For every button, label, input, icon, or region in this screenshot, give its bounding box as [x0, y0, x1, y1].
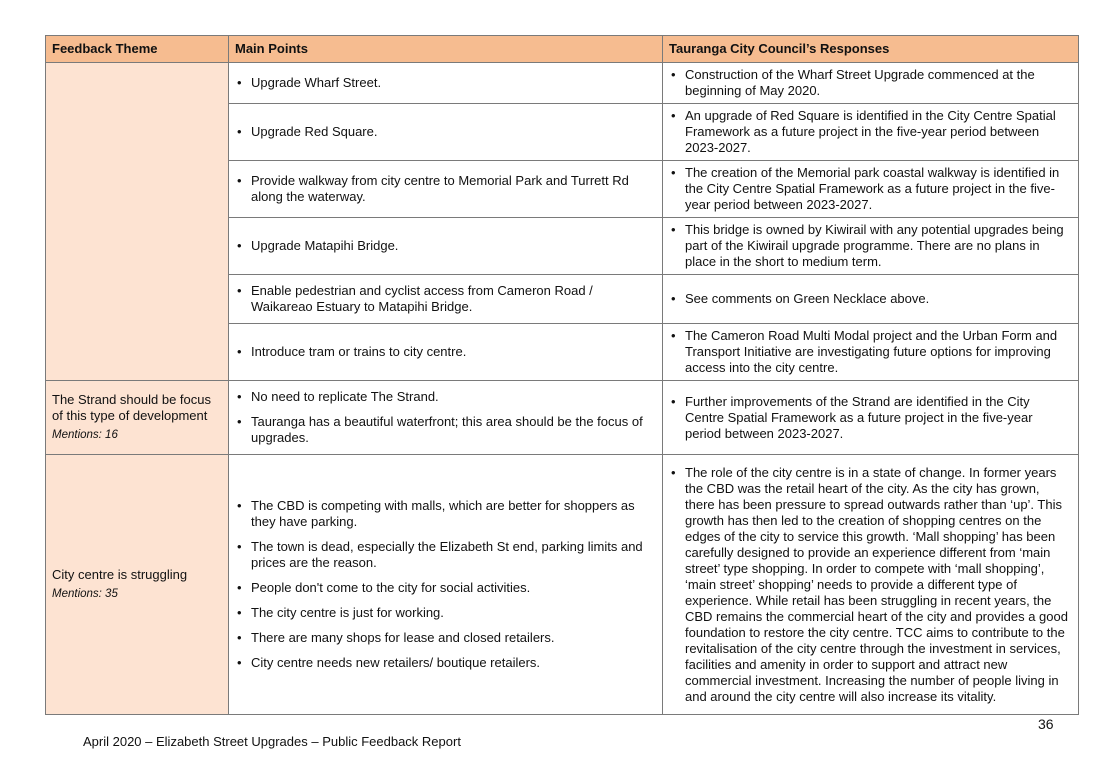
list-item: • Upgrade Red Square. [235, 124, 656, 140]
theme-cell [46, 381, 229, 455]
response-cell [663, 324, 1079, 381]
list-item: • People don't come to the city for social activities. [235, 580, 656, 596]
response-cell [663, 455, 1079, 715]
header-feedback-theme: Feedback Theme [46, 36, 229, 63]
response-cell [663, 218, 1079, 275]
list-item: • Upgrade Wharf Street. [235, 75, 656, 91]
response-cell [663, 275, 1079, 324]
list-item: • Tauranga has a beautiful waterfront; this area should be the focus of upgrades. [235, 414, 656, 446]
footer-text: April 2020 – Elizabeth Street Upgrades – Public Feedback Report [83, 734, 461, 749]
list-item: • The city centre is just for working. [235, 605, 656, 621]
list-item: • The town is dead, especially the Elizabeth St end, parking limits and prices are the reason. [235, 539, 656, 571]
table-row [46, 63, 1079, 104]
list-item: • Upgrade Matapihi Bridge. [235, 238, 656, 254]
list-item: • City centre needs new retailers/ boutique retailers. [235, 655, 656, 671]
list-item: • Provide walkway from city centre to Memorial Park and Turrett Rd along the waterway. [235, 173, 656, 205]
main-point-cell [229, 63, 663, 104]
feedback-table [45, 35, 1079, 715]
header-council-responses: Tauranga City Council’s Responses [663, 36, 1079, 63]
list-item: • Further improvements of the Strand are identified in the City Centre Spatial Framework as a future project in the five-year period between 2023-2027. [669, 394, 1072, 442]
main-point-cell [229, 218, 663, 275]
list-item: • This bridge is owned by Kiwirail with any potential upgrades being part of the Kiwirail upgrade programme. There are no plans in place in the short to medium term. [669, 222, 1072, 270]
header-row [46, 36, 1079, 63]
list-item: • See comments on Green Necklace above. [669, 291, 1072, 307]
mentions-count: Mentions: 16 [52, 429, 118, 441]
list-item: • Introduce tram or trains to city centre. [235, 344, 656, 360]
main-point-cell [229, 161, 663, 218]
list-item: • The CBD is competing with malls, which are better for shoppers as they have parking. [235, 498, 656, 530]
list-item: • The Cameron Road Multi Modal project and the Urban Form and Transport Initiative are investigating future options for improving access into the city centre. [669, 328, 1072, 376]
main-point-cell [229, 455, 663, 715]
list-item: • Construction of the Wharf Street Upgrade commenced at the beginning of May 2020. [669, 67, 1072, 99]
list-item: • There are many shops for lease and closed retailers. [235, 630, 656, 646]
mentions-count: Mentions: 35 [52, 588, 118, 600]
theme-cell-continued [46, 63, 229, 381]
header-main-points: Main Points [229, 36, 663, 63]
response-cell [663, 104, 1079, 161]
list-item: • No need to replicate The Strand. [235, 389, 656, 405]
theme-title: City centre is struggling [52, 567, 188, 582]
main-point-cell [229, 104, 663, 161]
table-row [46, 455, 1079, 715]
theme-title: The Strand should be focus of this type of development [52, 392, 211, 423]
main-point-cell [229, 275, 663, 324]
main-point-cell [229, 381, 663, 455]
page-number: 36 [1038, 716, 1054, 732]
response-cell [663, 63, 1079, 104]
table-row [46, 381, 1079, 455]
list-item: • Enable pedestrian and cyclist access from Cameron Road / Waikareao Estuary to Matapihi Bridge. [235, 283, 656, 315]
main-point-cell [229, 324, 663, 381]
list-item: • An upgrade of Red Square is identified in the City Centre Spatial Framework as a future project in the five-year period between 2023-2027. [669, 108, 1072, 156]
list-item: • The role of the city centre is in a state of change. In former years the CBD was the retail heart of the city. As the city has grown, there has been pressure to spread outwards rather than ‘up’. This growth has then led to the creation of shopping centres on the edges of the city to service this growth. ‘Mall shopping’ has been carefully designed to provide an experience different from ‘main street’ type shopping. In order to compete with ‘mall shopping’, ‘main street’ shopping’ needs to provide a different type of experience. While retail has been struggling in recent years, the CBD remains the commercial heart of the city and provides a good foundation to restore the city centre. TCC aims to contribute to the revitalisation of the city centre through the investment in services, facilities and amenity in order to support and attract new commercial investment. Increasing the number of people living in and around the city centre will also increase its vitality. [669, 465, 1072, 705]
list-item: • The creation of the Memorial park coastal walkway is identified in the City Centre Spatial Framework as a future project in the five-year period between 2023-2027. [669, 165, 1072, 213]
response-cell [663, 381, 1079, 455]
response-cell [663, 161, 1079, 218]
theme-cell [46, 455, 229, 715]
